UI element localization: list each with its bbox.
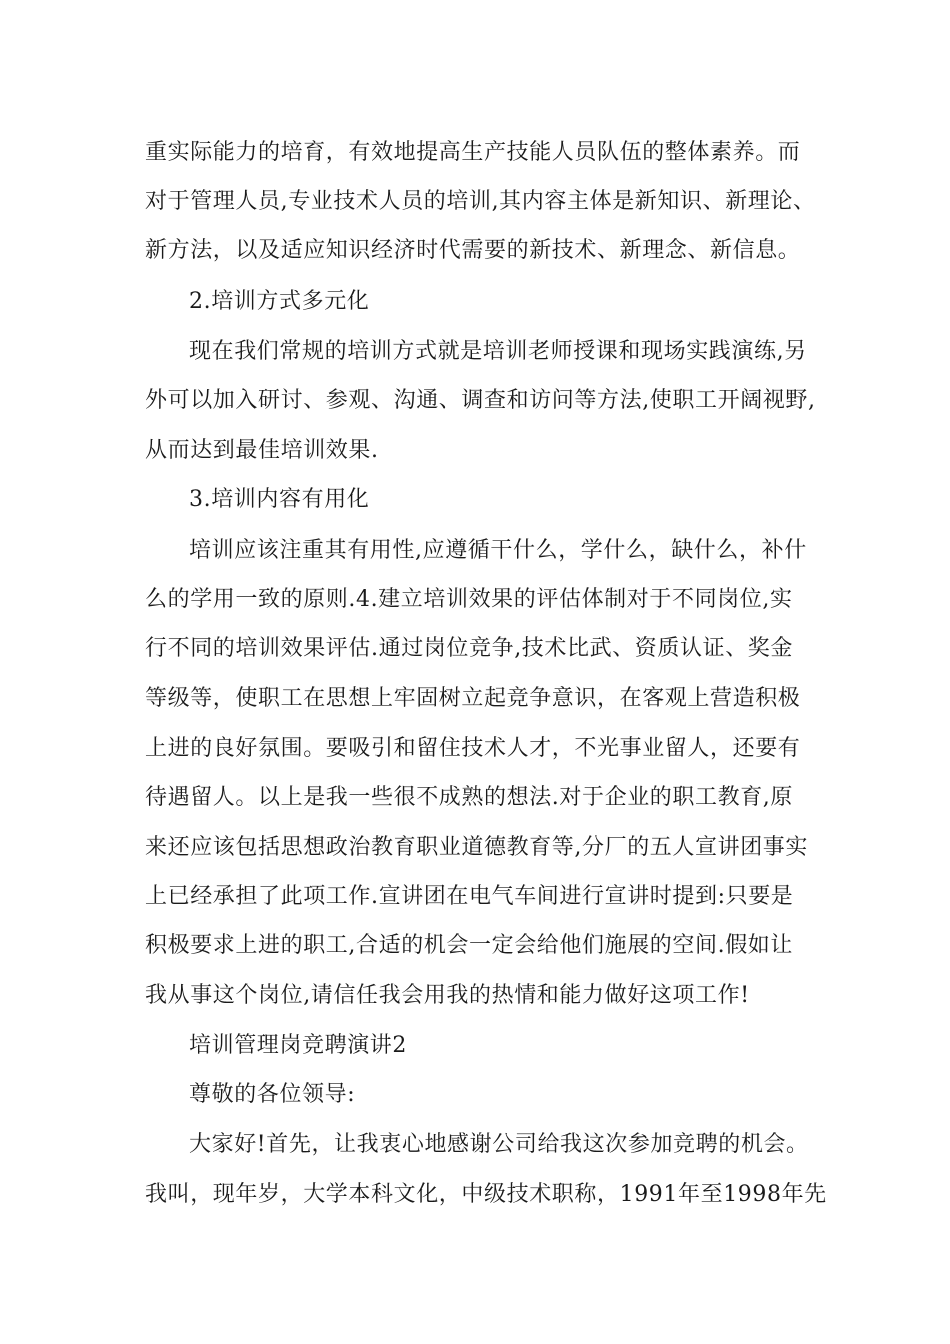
section-heading: 3.培训内容有用化 (189, 487, 370, 512)
paragraph-line: 大家好!首先，让我衷心地感谢公司给我这次参加竞聘的机会。 (189, 1132, 809, 1157)
paragraph-line: 我从事这个岗位,请信任我会用我的热情和能力做好这项工作! (145, 983, 750, 1008)
paragraph-line: 培训应该注重其有用性,应遵循干什么，学什么，缺什么，补什 (189, 538, 807, 563)
paragraph-line: 待遇留人。以上是我一些很不成熟的想法.对于企业的职工教育,原 (145, 785, 793, 810)
paragraph-line: 么的学用一致的原则.4.建立培训效果的评估体制对于不同岗位,实 (145, 587, 793, 612)
paragraph-line: 上已经承担了此项工作.宣讲团在电气车间进行宣讲时提到:只要是 (145, 884, 794, 909)
paragraph-line: 我叫，现年岁，大学本科文化，中级技术职称，1991年至1998年先 (145, 1182, 827, 1207)
paragraph-line: 等级等，使职工在思想上牢固树立起竞争意识，在客观上营造积极 (145, 686, 801, 711)
paragraph-line: 新方法，以及适应知识经济时代需要的新技术、新理念、新信息。 (145, 238, 801, 263)
paragraph-line: 重实际能力的培育，有效地提高生产技能人员队伍的整体素养。而 (145, 140, 801, 165)
paragraph-line: 来还应该包括思想政治教育职业道德教育等,分厂的五人宣讲团事实 (145, 835, 808, 860)
salutation: 尊敬的各位领导: (189, 1082, 356, 1107)
paragraph-line: 对于管理人员,专业技术人员的培训,其内容主体是新知识、新理论、 (145, 189, 816, 214)
paragraph-line: 上进的良好氛围。要吸引和留住技术人才，不光事业留人，还要有 (145, 736, 801, 761)
paragraph-line: 现在我们常规的培训方式就是培训老师授课和现场实践演练,另 (189, 339, 807, 364)
paragraph-line: 从而达到最佳培训效果. (145, 438, 379, 463)
paragraph-line: 行不同的培训效果评估.通过岗位竞争,技术比武、资质认证、奖金 (145, 636, 793, 661)
paragraph-line: 积极要求上进的职工,合适的机会一定会给他们施展的空间.假如让 (145, 933, 793, 958)
section-heading: 2.培训方式多元化 (189, 289, 370, 314)
paragraph-line: 外可以加入研讨、参观、沟通、调查和访问等方法,使职工开阔视野, (145, 388, 816, 413)
speech-title: 培训管理岗竞聘演讲2 (189, 1033, 407, 1058)
